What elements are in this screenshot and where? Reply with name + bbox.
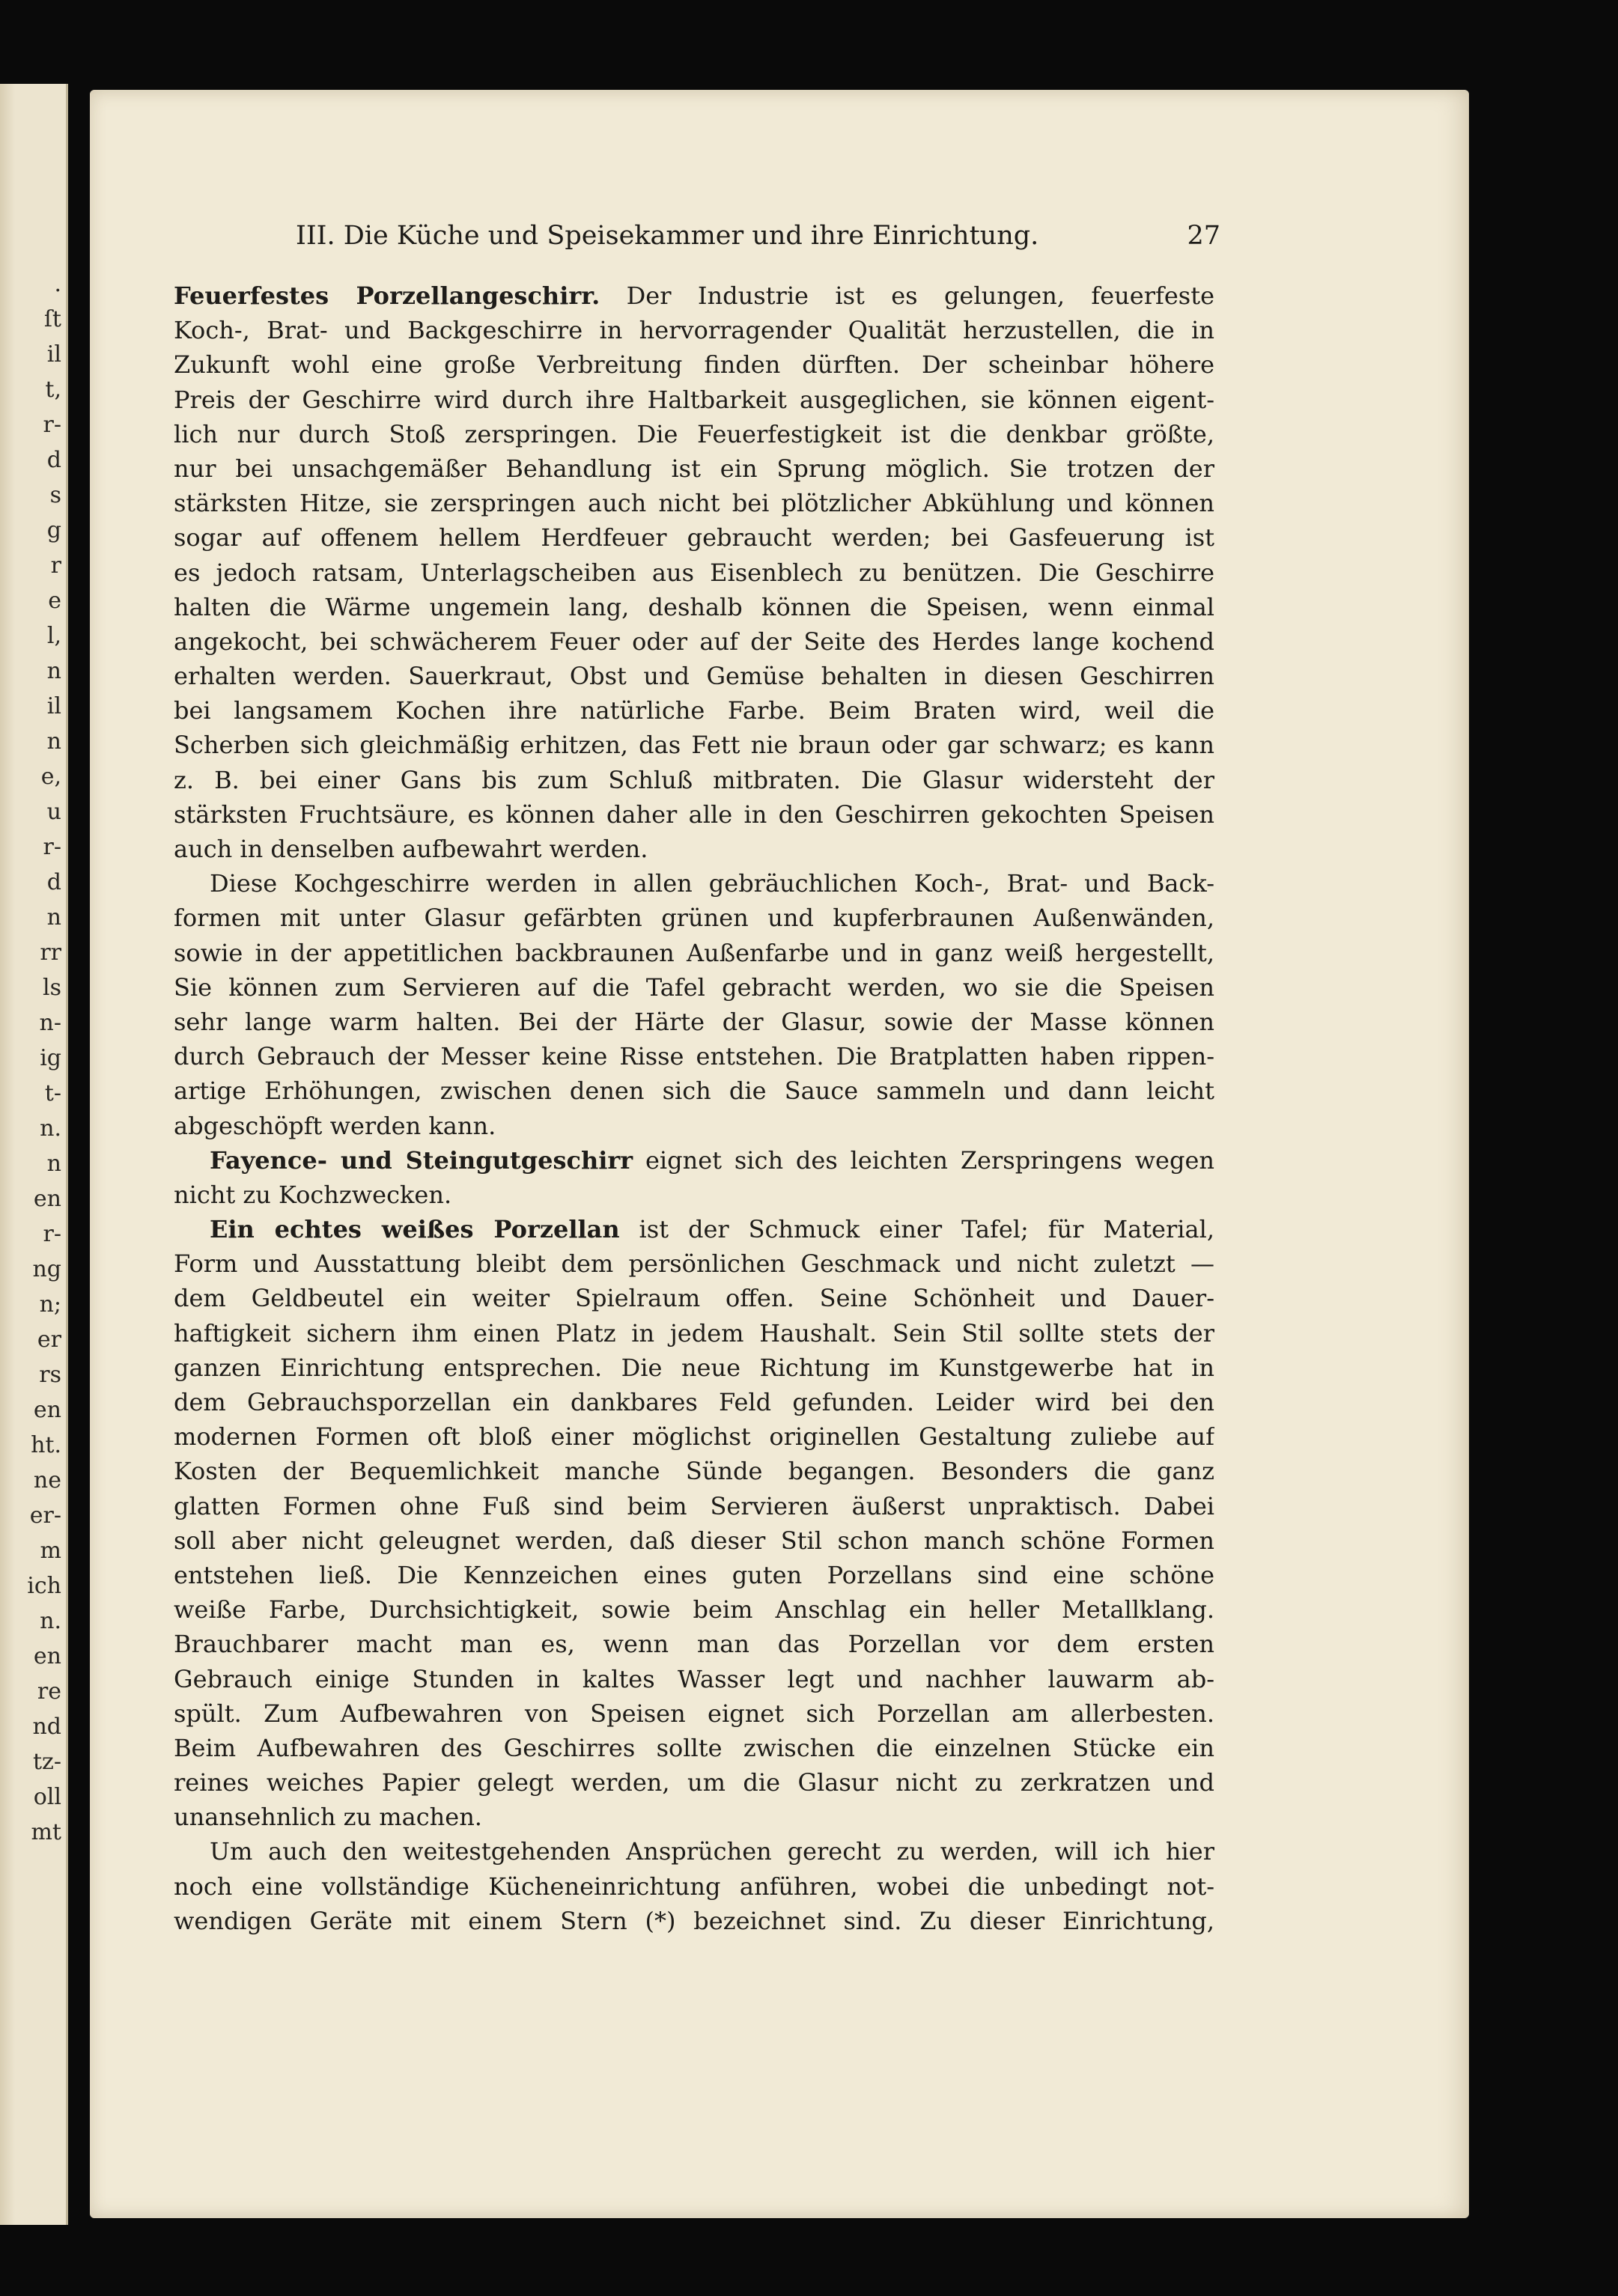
left-page-fragment: t, [45, 377, 61, 403]
text-line [174, 970, 1214, 1005]
left-page-fragment: n- [39, 1010, 61, 1036]
text-line [174, 832, 1214, 866]
text-line [174, 1558, 1214, 1592]
left-page-fragment: ſt [43, 306, 61, 332]
body-text [174, 278, 1214, 1938]
left-page-fragment: t- [44, 1080, 61, 1106]
line-text: nur bei unsachgemäßer Behandlung ist ein Sprung möglich. Sie trotzen der [174, 454, 1214, 483]
left-page-fragment: rs [39, 1362, 61, 1388]
text-line [174, 728, 1214, 762]
text-line [174, 555, 1214, 590]
text-line [174, 347, 1214, 382]
text-line [174, 278, 1214, 313]
line-text: halten die Wärme ungemein lang, deshalb können die Speisen, wenn einmal [174, 592, 1214, 621]
text-line [174, 1281, 1214, 1315]
line-text: Um auch den weitestgehenden Ansprüchen gerecht zu werden, will ich hier [210, 1837, 1214, 1866]
line-text: noch eine vollständige Kücheneinrichtung anführen, wobei die unbedingt not- [174, 1872, 1214, 1901]
left-page-fragment: nd [32, 1714, 61, 1740]
line-text: ganzen Einrichtung entsprechen. Die neue Richtung im Kunstgewerbe hat in [174, 1353, 1214, 1382]
left-page-edge [0, 84, 68, 2225]
text-line [174, 1731, 1214, 1765]
text-line [174, 1627, 1214, 1661]
line-text: soll aber nicht geleugnet werden, daß dieser Stil schon manch schöne Formen [174, 1526, 1214, 1555]
text-line [174, 417, 1214, 451]
text-line [174, 1489, 1214, 1523]
line-text: reines weiches Papier gelegt werden, um die Glasur nicht zu zerkratzen und [174, 1768, 1214, 1797]
text-line [174, 1351, 1214, 1385]
line-text: stärksten Fruchtsäure, es können daher alle in den Geschirren gekochten Speisen [174, 800, 1214, 829]
line-text: sogar auf offenem hellem Herdfeuer gebraucht werden; bei Gasfeuerung ist [174, 523, 1214, 552]
text-line [174, 486, 1214, 520]
text-line [174, 1039, 1214, 1074]
line-text: Der Industrie ist es gelungen, feuerfeste [600, 281, 1214, 310]
left-page-fragment: s [49, 482, 61, 508]
run-in-heading: Feuerfestes Porzellangeschirr. [174, 281, 600, 310]
line-text: Diese Kochgeschirre werden in allen gebräuchlichen Koch-, Brat- und Back- [210, 869, 1214, 898]
text-line [174, 936, 1214, 970]
text-line [174, 590, 1214, 624]
left-page-fragment: il [46, 341, 61, 368]
left-page-fragment: ich [27, 1573, 61, 1599]
text-line [174, 1385, 1214, 1419]
line-text: auch in denselben aufbewahrt werden. [174, 835, 648, 863]
text-line [174, 1662, 1214, 1696]
text-line [174, 451, 1214, 486]
text-line [174, 1696, 1214, 1731]
left-page-fragment: n [46, 1151, 61, 1177]
line-text: spült. Zum Aufbewahren von Speisen eignet sich Porzellan am allerbesten. [174, 1699, 1214, 1728]
text-line [174, 1523, 1214, 1558]
line-text: eignet sich des leichten Zerspringens wegen [633, 1145, 1214, 1175]
line-text: Form und Ausstattung bleibt dem persönlichen Geschmack und nicht zuletzt — [174, 1249, 1214, 1279]
text-line [174, 1419, 1214, 1454]
line-text: nicht zu Kochzwecken. [174, 1180, 452, 1209]
line-text: lich nur durch Stoß zerspringen. Die Feuerfestigkeit ist die denkbar größte, [174, 419, 1214, 448]
text-line [174, 1869, 1214, 1904]
line-text: Sie können zum Servieren auf die Tafel gebracht werden, wo sie die Speisen [174, 972, 1214, 1002]
text-line [174, 763, 1214, 797]
left-page-fragment: mt [31, 1819, 61, 1845]
left-page-fragment: e, [40, 764, 61, 790]
line-text: dem Gebrauchsporzellan ein dankbares Feld gefunden. Leider wird bei den [174, 1388, 1214, 1416]
line-text: sehr lange warm halten. Bei der Härte der Glasur, sowie der Masse können [174, 1007, 1214, 1036]
line-text: erhalten werden. Sauerkraut, Obst und Gemüse behalten in diesen Geschirren [174, 662, 1214, 691]
left-page-fragment: n [46, 658, 61, 684]
left-page-fragment: r [50, 552, 61, 579]
line-text: bei langsamem Kochen ihre natürliche Farbe. Beim Braten wird, weil die [174, 696, 1214, 725]
text-line [174, 659, 1214, 693]
text-line [174, 1834, 1214, 1869]
left-page-fragment: er [37, 1327, 61, 1353]
line-text: abgeschöpft werden kann. [174, 1111, 496, 1140]
left-page-fragment: n [46, 904, 61, 931]
line-text: angekocht, bei schwächerem Feuer oder auf der Seite des Herdes lange kochend [174, 627, 1214, 656]
text-line [174, 866, 1214, 901]
text-line [174, 693, 1214, 728]
left-page-fragment: n. [40, 1115, 61, 1142]
line-text: z. B. bei einer Gans bis zum Schluß mitbraten. Die Glasur widersteht der [174, 765, 1214, 794]
left-page-fragment: ls [43, 975, 61, 1001]
line-text: weiße Farbe, Durchsichtigkeit, sowie beim Anschlag ein heller Metallklang. [174, 1595, 1214, 1624]
left-page-fragment: ng [32, 1256, 61, 1282]
run-in-heading: Ein echtes weißes Porzellan [210, 1215, 620, 1244]
text-line [174, 1143, 1214, 1178]
text-line [174, 1800, 1214, 1834]
left-page-fragment: u [46, 799, 61, 825]
line-text: durch Gebrauch der Messer keine Risse entstehen. Die Bratplatten haben rippen- [174, 1042, 1214, 1071]
left-page-fragment: e [48, 588, 61, 614]
left-page-fragment: d [46, 869, 61, 895]
left-page-fragment: oll [33, 1784, 61, 1810]
left-page-fragment: . [54, 271, 61, 297]
left-page-fragment: m [40, 1538, 61, 1564]
line-text: entstehen ließ. Die Kennzeichen eines guten Porzellans sind eine schöne [174, 1560, 1214, 1589]
line-text: wendigen Geräte mit einem Stern (*) bezeichnet sind. Zu dieser Einrichtung, [174, 1906, 1214, 1935]
line-text: Preis der Geschirre wird durch ihre Haltbarkeit ausgeglichen, sie können eigent- [174, 385, 1214, 414]
line-text: formen mit unter Glasur gefärbten grünen und kupferbraunen Außenwänden, [174, 904, 1214, 933]
left-page-fragment: r- [43, 834, 61, 860]
left-page-fragment: n [46, 728, 61, 755]
text-line [174, 1454, 1214, 1488]
left-page-shadow [0, 84, 15, 2225]
left-page-fragment: er- [29, 1502, 61, 1529]
run-in-heading: Fayence- und Steingutgeschirr [210, 1145, 633, 1175]
left-page-fragment: en [33, 1643, 61, 1669]
line-text: glatten Formen ohne Fuß sind beim Servieren äußerst unpraktisch. Dabei [174, 1491, 1214, 1520]
left-page-fragment: n; [39, 1291, 61, 1318]
line-text: Gebrauch einige Stunden in kaltes Wasser legt und nachher lauwarm ab- [174, 1664, 1214, 1693]
line-text: Beim Aufbewahren des Geschirres sollte zwischen die einzelnen Stücke ein [174, 1733, 1214, 1762]
left-page-fragment: r- [43, 412, 61, 438]
left-page-fragment: ig [40, 1045, 61, 1071]
left-page-fragment: l, [46, 623, 61, 649]
text-line [174, 1765, 1214, 1800]
text-line [174, 1592, 1214, 1627]
text-line [174, 1212, 1214, 1246]
left-page-fragment: en [33, 1186, 61, 1212]
text-line [174, 383, 1214, 417]
text-line [174, 901, 1214, 935]
text-line [174, 1904, 1214, 1938]
line-text: dem Geldbeutel ein weiter Spielraum offen. Seine Schönheit und Dauer- [174, 1284, 1214, 1313]
left-page-fragment: en [33, 1397, 61, 1423]
left-page-fragment: re [37, 1678, 61, 1705]
line-text: artige Erhöhungen, zwischen denen sich die Sauce sammeln und dann leicht [174, 1077, 1214, 1106]
left-page-fragment: g [46, 517, 61, 543]
left-page-fragment: il [46, 693, 61, 719]
line-text: haftigkeit sichern ihm einen Platz in jedem Haushalt. Sein Stil sollte stets der [174, 1318, 1214, 1348]
line-text: unansehnlich zu machen. [174, 1803, 482, 1832]
left-page-fragment: d [46, 447, 61, 473]
line-text: Scherben sich gleichmäßig erhitzen, das Fett nie braun oder gar schwarz; es kann [174, 731, 1214, 760]
text-line [174, 1316, 1214, 1351]
left-page-fragment: tz- [33, 1749, 61, 1775]
text-line [174, 1005, 1214, 1039]
left-page-fragment: ne [33, 1467, 61, 1493]
text-line [174, 1074, 1214, 1108]
text-line [174, 624, 1214, 659]
text-line [174, 797, 1214, 832]
line-text: Brauchbarer macht man es, wenn man das Porzellan vor dem ersten [174, 1630, 1214, 1659]
text-line [174, 1178, 1214, 1212]
line-text: es jedoch ratsam, Unterlagscheiben aus Eisenblech zu benützen. Die Geschirre [174, 558, 1214, 587]
page-number: 27 [1187, 221, 1220, 251]
line-text: ist der Schmuck einer Tafel; für Material, [619, 1215, 1214, 1244]
running-header: III. Die Küche und Speisekammer und ihre Einrichtung. [296, 221, 1039, 251]
left-page-fragment: r- [43, 1221, 61, 1247]
text-line [174, 313, 1214, 347]
text-line [174, 1109, 1214, 1143]
line-text: Zukunft wohl eine große Verbreitung finden dürften. Der scheinbar höhere [174, 350, 1214, 380]
line-text: Koch-, Brat- und Backgeschirre in hervorragender Qualität herzustellen, die in [174, 316, 1214, 345]
left-page-fragment: n. [40, 1608, 61, 1634]
line-text: Kosten der Bequemlichkeit manche Sünde begangen. Besonders die ganz [174, 1457, 1214, 1486]
left-page-fragment: ht. [31, 1432, 61, 1458]
text-line [174, 1246, 1214, 1281]
line-text: modernen Formen oft bloß einer möglichst originellen Gestaltung zuliebe auf [174, 1422, 1214, 1452]
text-line [174, 520, 1214, 555]
line-text: stärksten Hitze, sie zerspringen auch nicht bei plötzlicher Abkühlung und können [174, 489, 1214, 518]
line-text: sowie in der appetitlichen backbraunen Außenfarbe und in ganz weiß hergestellt, [174, 938, 1214, 967]
left-page-fragment: rr [40, 940, 61, 966]
